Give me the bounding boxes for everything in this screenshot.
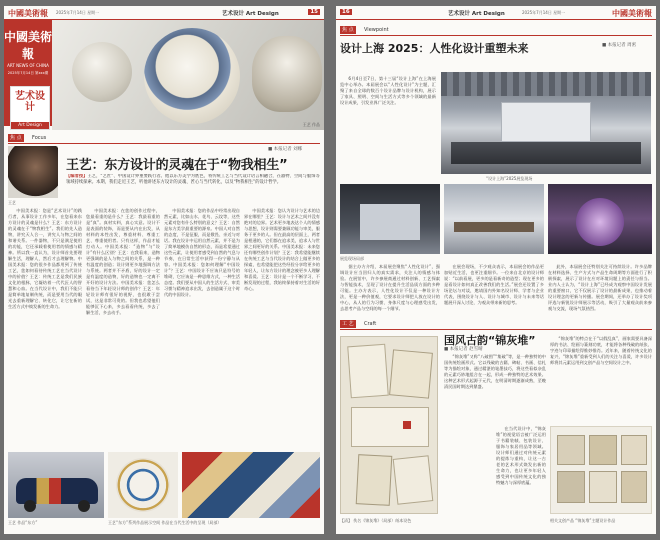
- page-number-right: 16: [342, 9, 350, 15]
- column-rule-right: [340, 35, 652, 36]
- craft-caption-1: 【清】 佚名《锦灰堆》（局部）纸本设色: [340, 518, 412, 523]
- article-headline: 王艺：东方设计的灵魂在于“物我相生”: [66, 158, 288, 173]
- article-column-4: 中国美术报：您认为设计与艺术的边界在哪里？王艺：设计与艺术之间并没有绝对的边界。艺术更多地表达个人的情感与思想，设计则需要兼顾功能与审美，服务于更多的人。但在最高的层面上，两者是相通的，它们都在追求美，追求人与世界之间更好的关系。中国美术报：未来您还有哪些创作计划？王艺：我希望能继续在传统工艺与当代设计的结合上做更多的探索，也希望能把这些经验分享给更多的年轻人，让东方设计的理念被更多人理解和喜爱。王艺：设计是一个不断学习、不断发现的过程，我始终保持着对生活的好奇心。: [244, 208, 320, 291]
- article-right-column-2: 在展会现场，不少观众表示，本届展会的作品更加贴近生活，也更注重细节。一位来自北京的设计师说：“以前看展，更多的是看新奇的造型；现在更多的是看设计如何真正改善我们的生活。”展会还设置了多场论坛与对谈，邀请国内外知名设计师、学者与企业代表，围绕设计与人、设计与城市、设计与未来等话题展开深入讨论，为观众带来新的思考。: [444, 264, 544, 305]
- column-tag-right-en: Viewpoint: [364, 27, 389, 33]
- column-tag: 焦 点: [10, 135, 22, 141]
- photo-jinhuidui-scroll: [340, 336, 438, 514]
- masthead-section: 艺术设计 Art Design: [222, 11, 279, 17]
- article-column-2: 中国美术报：在您的创作过程中，您最看重的是什么？王艺：我最看重的是“真”。真材实料，真心实意。设计不是表面的装饰，而是要从内在出发，从材料的本性出发，尊重材料、尊重工艺、尊重使用者。只有这样，作品才能打动人。中国美术报：“造物”与“设计”有什么区别？王艺：在我看来，造物更强调的是人与物之间的关系，是一种有温度的创造；设计则更多地强调方法与系统。两者并不矛盾，好的设计一定是有温度的造物，好的造物也一定离不开好的设计方法。中国美术报：您怎么看待当下年轻设计师的创作？王艺：年轻设计师有很好的视野，也很敢于尝试，这是非常可贵的。但我也希望他们能够沉下心来，多去看看传统，多去了解生活，多去动手。: [86, 208, 160, 315]
- photo-gallery-center: [444, 184, 544, 254]
- logo-box-subtitle: ART NEWS OF CHINA: [7, 63, 49, 68]
- lead-text: 王艺，“艺匠”、中国设计界重要践行者。他以东方美学为底色，将传统工艺与当代设计语言相融合，在器物、空间与服饰等领域持续探索。本期，我们走近王艺，听他讲述东方设计的灵魂、匠心与当代转化，以及“物我相生”的设计哲学。: [66, 174, 320, 185]
- masthead-section-right: 艺术设计 Art Design: [448, 11, 505, 17]
- article-right-column-1: 据主办方介绍，本届展会聚焦“人性化设计”，强调设计应当回归人的真实需求，关注人的情感与体验。在展馆中，许多参展商通过材料创新、工艺探索与智能技术，呈现了设计在提升生活品质方面的多种可能。主办方表示，人性化设计不仅是一种设计方法，更是一种价值观，它要求设计师把人放在设计的中心，从人的行为习惯、身体尺度与心理感受出发，去思考产品与空间的每一个细节。: [340, 264, 440, 311]
- craft-byline: ■ 本报记者 赵雪晴: [444, 347, 483, 352]
- article-column-3: 中国美术报：您的作品中经常出现自然元素，比如山水、花鸟、云纹等，这些元素对您有什么特别的意义？王艺：自然是东方美学最重要的源泉。中国人对自然的态度，不是征服，而是敬畏、亲近与对话。我在设计中运用自然元素，并不是为了简单地模仿自然的形态，而是希望通过这些元素，让使用者感受到自然的气息与节奏，在日常生活中获得一份宁静与从容。中国美术报：您如何理解“中国设计”？王艺：中国设计不应该只是符号的堆砌，它应该是一种思维方式，一种生活态度。我们要从中国人的生活方式、审美习惯与精神追求出发，去创造属于这个时代的中国设计。: [164, 208, 240, 297]
- article-lead: [66, 174, 320, 204]
- photo-craft-products: [550, 426, 652, 514]
- photo-gallery-right: [548, 184, 652, 254]
- column-rule-craft: [340, 329, 652, 330]
- article-intro-right: 6月4日至7日，第十三届“设计上海”在上海展览中心举办。本届展会以“人性化设计”为主题，汇聚了来自全球的数百个设计品牌与设计机构，展示了家具、照明、空间与生活方式等多个领域的最新设计成果，引发业界广泛关注。: [340, 76, 436, 105]
- section-tile-cn: 艺术设计: [15, 91, 45, 113]
- article-column-1: 中国美术报：您是“艺术设计”的践行者，从事设计工作多年，在您看来东方设计的灵魂是什么？王艺：东方设计的灵魂在于“物我相生”。我们的先人造物，讲究天人合一，讲究人与物之间的和谐关系。一件器物，不只是满足使用的功能，它还承载着使用者的情感与精神。所以我一直认为，设计师首先要理解生活，理解人，然后才去理解物。中国美术报：您的很多作品都用到了传统工艺，您如何看待传统工艺在当代设计中的价值？王艺：传统工艺是我们民族文化的根脉，它凝结着一代代匠人的智慧和心血。在当代设计中，我们不能只是简单地复制传统，而是要用当代的眼光去重新理解它、转化它，让它在新的生活方式中焕发新的生命力。: [8, 208, 82, 309]
- column-tag-craft-en: Craft: [364, 321, 377, 327]
- masthead: [4, 6, 324, 20]
- masthead-logo-right: 中國美術報: [612, 8, 652, 18]
- hero-caption: 王艺 作品: [302, 122, 320, 127]
- article-headline-right: 设计上海 2025：人性化设计重塑未来: [340, 42, 529, 55]
- column-tag-en: Focus: [32, 135, 47, 141]
- craft-headline: 国风古韵“锦灰堆”: [444, 334, 536, 347]
- portrait-caption: 王艺: [8, 200, 16, 205]
- hero-photo-plates: [52, 20, 324, 130]
- newspaper-page-right: [336, 6, 656, 534]
- lead-tag: 【编者按】: [66, 174, 88, 179]
- masthead-date: 2025年7月14日 星期一: [56, 10, 100, 15]
- photo-gallery-left: [340, 184, 440, 254]
- photo-expo-hall: [441, 72, 651, 174]
- photo-textile-pattern: [182, 452, 320, 518]
- article-byline-right: ■ 本报记者 周密: [602, 43, 637, 48]
- photo-car-artwork: [8, 452, 104, 518]
- page-number: 15: [310, 9, 318, 15]
- section-tile: [10, 86, 50, 130]
- article-byline: ■ 本报记者 刘娜: [268, 147, 303, 152]
- portrait-photo: [8, 146, 58, 198]
- masthead-logo: 中國美術報: [8, 8, 48, 18]
- section-tile-en: Art Design: [11, 122, 49, 129]
- photo-caption-expo: “设计上海”2025展览现场: [486, 176, 533, 181]
- craft-column-2: “锦灰堆”的特点在于“以假乱真”，画家需要具备深厚的书法、绘画与篆刻功底，才能将各种残破的纸张、字迹与印章描绘得惟妙惟肖。近年来，随着传统文化的复兴，“锦灰堆”重新受到人们的关注与喜爱，许多设计师将其元素运用到文创产品与空间设计之中。: [550, 336, 652, 365]
- article-right-column-3: 此外，本届展会还特别关注可持续设计。许多品牌在材料选择、生产方式与产品生命周期等方面进行了积极探索，展示了设计在应对环境问题上的责任与担当。业内人士认为，“设计上海”已经成为观察中国设计发展的重要窗口，它不仅展示了设计的最新成果，也推动着设计理念的更新与传播。展会期间，还举办了设计奖项评选与新锐设计师展示等活动，吸引了大量观众前来参观与交流，现场气氛热烈。: [548, 264, 652, 311]
- bottom-caption-2: 王艺“东方”系列作品展示空间 作品在当代生活中的呈现（局部）: [108, 520, 222, 525]
- masthead-right: [336, 6, 656, 20]
- craft-column-1: “锦灰堆”又称“八破图”“集破”等，是一种独特的中国传统绘画形式。它以残破的古籍、碑帖、书画、信札等为描绘对象，通过精湛的笔墨技巧，将这些看似杂乱的元素巧妙地组合在一起，形成一种独特的艺术效果。这种艺术形式起源于元代，在明清时期逐渐成熟，至晚清民国时期达到鼎盛。: [444, 354, 546, 389]
- logo-box-title: 中國美術報: [4, 30, 53, 61]
- bottom-caption-1: 王艺 作品“东方”: [8, 520, 38, 525]
- newspaper-page-left: [4, 6, 324, 534]
- column-tag-right: 焦 点: [342, 27, 354, 33]
- column-rule: [8, 143, 320, 144]
- masthead-date-right: 2025年7月14日 星期一: [522, 10, 566, 15]
- craft-column-3: 在当代设计中，“锦灰堆”的视觉语言被广泛运用于书籍装帧、包装设计、服饰与家居用品等领域。设计师们通过对传统元素的提炼与重构，让这一古老的艺术形式焕发出新的生命力，也让更多年轻人感受到中国传统文化的独特魅力与深厚底蕴。: [496, 426, 546, 485]
- column-tag-craft: 工 艺: [342, 321, 354, 327]
- photo-caption-gallery: 展览现场局部: [340, 256, 364, 261]
- photo-round-plate: [108, 452, 178, 518]
- logo-box-issue: 2025年7月14日 第xxx期: [7, 71, 49, 75]
- craft-caption-2: 相关文创产品 “锦灰堆”主题设计作品: [550, 518, 616, 523]
